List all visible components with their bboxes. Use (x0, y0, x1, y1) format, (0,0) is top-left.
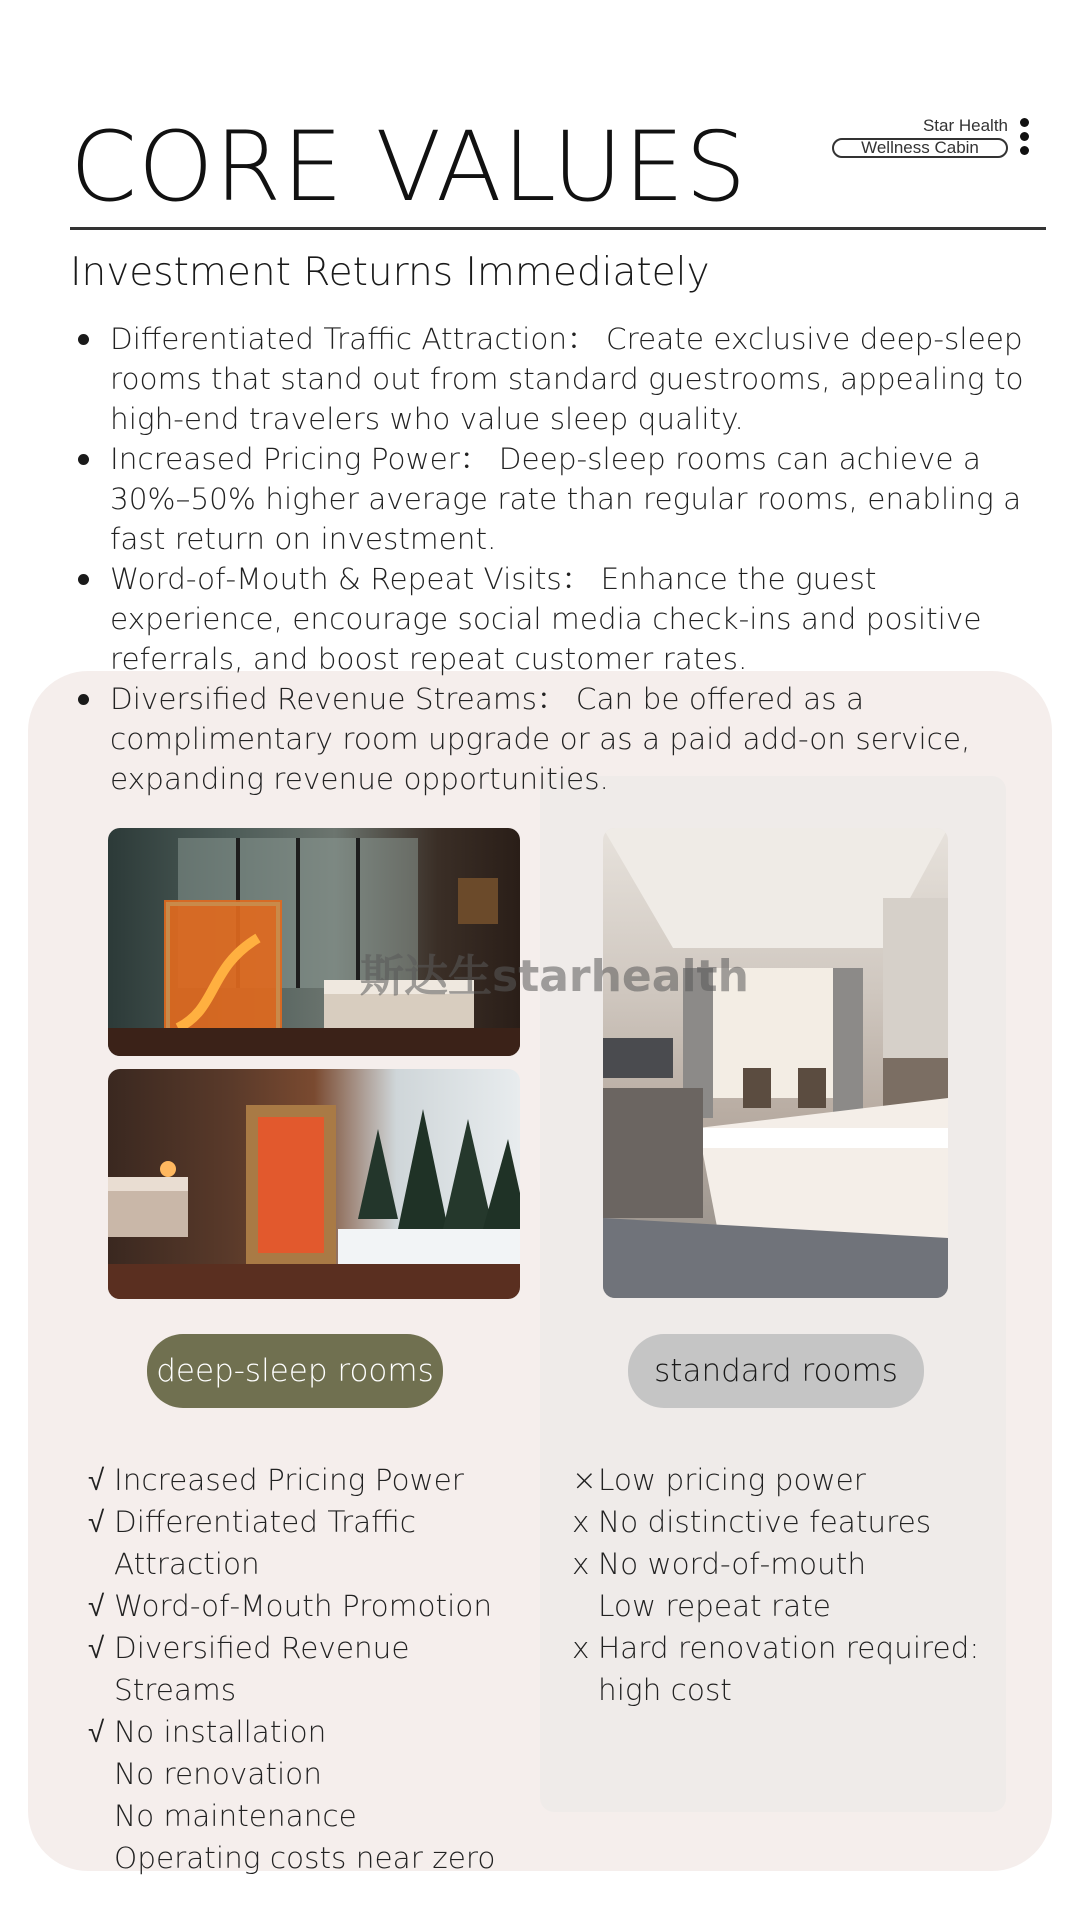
benefit-item: Increased Pricing Power： Deep-sleep rooms can achieve a 30%–50% higher average rate than regular rooms, enabling a fast return on investment. (70, 439, 1045, 559)
cross-icon: x (572, 1631, 590, 1665)
check-icon: √ (88, 1715, 105, 1749)
list-item: x No word-of-mouth Low repeat rate (572, 1543, 1032, 1627)
check-icon: √ (88, 1631, 105, 1665)
list-item: x No distinctive features (572, 1501, 1032, 1543)
page-title: CORE VALUES (70, 111, 748, 223)
brand-logo (830, 116, 1030, 164)
list-item: √ Increased Pricing Power (88, 1459, 538, 1501)
deep-sleep-rooms-label: deep-sleep rooms (147, 1334, 443, 1408)
list-item: × Low pricing power (572, 1459, 1032, 1501)
title-divider (70, 227, 1046, 230)
list-item: √ Word-of-Mouth Promotion (88, 1585, 538, 1627)
benefit-item: Diversified Revenue Streams： Can be offered as a complimentary room upgrade or as a paid add-on service, expanding revenue opportunities. (70, 679, 1045, 799)
standard-room-drawbacks (572, 1459, 1032, 1711)
brand-tagline: Wellness Cabin (832, 138, 1008, 158)
list-item: √ No installation No renovation No maintenance Operating costs near zero (88, 1711, 538, 1879)
list-item: √ Differentiated Traffic Attraction (88, 1501, 538, 1585)
list-item: √ Diversified Revenue Streams (88, 1627, 538, 1711)
benefit-item: Differentiated Traffic Attraction： Create exclusive deep-sleep rooms that stand out from standard guestrooms, appealing to high-end travelers who value sleep quality. (70, 319, 1045, 439)
standard-rooms-label: standard rooms (628, 1334, 924, 1408)
watermark-text: 斯达生starhealth (360, 951, 749, 1002)
check-icon: √ (88, 1463, 105, 1497)
brand-name: Star Health (922, 116, 1008, 135)
benefit-item: Word-of-Mouth & Repeat Visits： Enhance the guest experience, encourage social media check-ins and positive referrals, and boost repeat customer rates. (70, 559, 1045, 679)
cross-icon: x (572, 1505, 590, 1539)
deep-sleep-advantages (88, 1459, 538, 1879)
section-subtitle: Investment Returns Immediately (70, 250, 710, 295)
check-icon: √ (88, 1505, 105, 1539)
cross-icon: x (572, 1547, 590, 1581)
check-icon: √ (88, 1589, 105, 1623)
benefit-list (70, 319, 1045, 799)
cross-icon: × (572, 1463, 597, 1497)
standard-room-photo (603, 828, 948, 1298)
deep-sleep-room-photo-snow (108, 1069, 520, 1299)
more-dots-icon (1020, 118, 1030, 160)
list-item: x Hard renovation required: high cost (572, 1627, 1032, 1711)
